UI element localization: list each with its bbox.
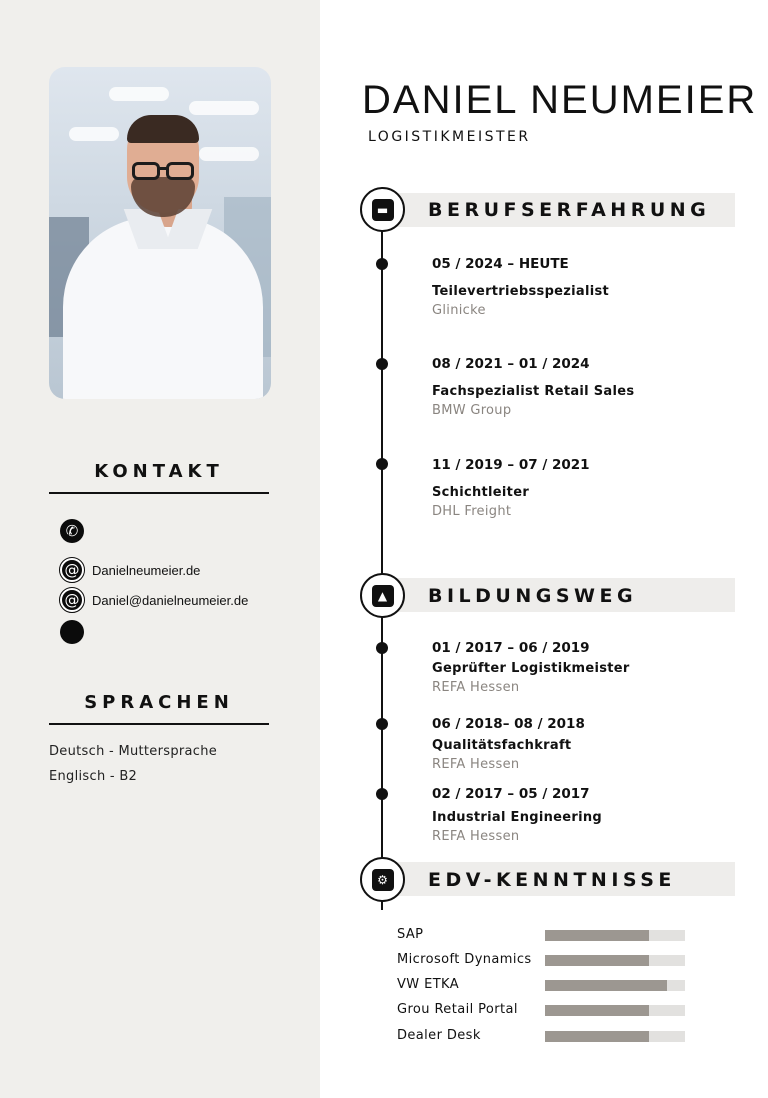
entry-title: Qualitätsfachkraft: [432, 738, 572, 753]
at-icon: @: [60, 588, 84, 612]
graduation-cap-icon: [360, 573, 405, 618]
timeline-dot: [376, 642, 388, 654]
skill-bar-fill: [545, 955, 649, 966]
entry-date: 02 / 2017 – 05 / 2017: [432, 786, 590, 802]
sidebar: [0, 0, 320, 1098]
at-icon: @: [60, 558, 84, 582]
entry-org: REFA Hessen: [432, 829, 520, 844]
skill-label: Microsoft Dynamics: [397, 952, 532, 967]
skill-label: VW ETKA: [397, 977, 460, 992]
graduation-cap-icon-inner: ▲: [372, 585, 394, 607]
contact-email-text[interactable]: Daniel@danielneumeier.de: [92, 592, 249, 608]
skill-bar: [545, 955, 685, 966]
contact-website-text[interactable]: Danielneumeier.de: [92, 562, 201, 578]
skills-heading: EDV-KENNTNISSE: [428, 869, 676, 891]
contact-website: [60, 558, 200, 582]
education-heading: BILDUNGSWEG: [428, 585, 638, 607]
briefcase-icon: [360, 187, 405, 232]
skill-bar: [545, 1005, 685, 1016]
profile-photo: [49, 67, 271, 399]
job-role: LOGISTIKMEISTER: [368, 129, 531, 145]
language-item: Deutsch - Muttersprache: [49, 744, 218, 759]
contact-heading: KONTAKT: [49, 461, 269, 494]
skill-row: [397, 927, 697, 943]
timeline-line: [381, 220, 383, 910]
entry-org: REFA Hessen: [432, 757, 520, 772]
timeline-dot: [376, 258, 388, 270]
skill-bar-fill: [545, 930, 649, 941]
skill-label: Dealer Desk: [397, 1028, 481, 1043]
entry-date: 11 / 2019 – 07 / 2021: [432, 457, 590, 473]
timeline-dot: [376, 358, 388, 370]
skill-bar-fill: [545, 1005, 649, 1016]
skill-label: SAP: [397, 927, 424, 942]
skill-row: [397, 977, 697, 993]
timeline-dot: [376, 788, 388, 800]
entry-date: 05 / 2024 – HEUTE: [432, 256, 569, 272]
entry-date: 06 / 2018– 08 / 2018: [432, 716, 585, 732]
skill-row: [397, 1002, 697, 1018]
entry-org: Glinicke: [432, 303, 486, 318]
entry-org: BMW Group: [432, 403, 512, 418]
full-name: DANIEL NEUMEIER: [362, 78, 758, 122]
computer-icon: [360, 857, 405, 902]
skill-bar: [545, 930, 685, 941]
skill-row: [397, 1028, 697, 1044]
language-item: Englisch - B2: [49, 769, 138, 784]
skill-bar: [545, 1031, 685, 1042]
contact-address: [60, 620, 92, 644]
computer-icon-inner: ⚙: [372, 869, 394, 891]
contact-email: [60, 588, 248, 612]
skill-label: Grou Retail Portal: [397, 1002, 518, 1017]
skill-bar: [545, 980, 685, 991]
entry-title: Industrial Engineering: [432, 810, 603, 825]
entry-title: Fachspezialist Retail Sales: [432, 384, 635, 399]
phone-icon: ✆: [60, 519, 84, 543]
languages-heading: SPRACHEN: [49, 692, 269, 725]
entry-title: Geprüfter Logistikmeister: [432, 661, 630, 676]
entry-title: Schichtleiter: [432, 485, 530, 500]
skill-bar-fill: [545, 1031, 649, 1042]
skill-bar-fill: [545, 980, 667, 991]
briefcase-icon-inner: ▬: [372, 199, 394, 221]
experience-heading: BERUFSERFAHRUNG: [428, 199, 711, 221]
entry-date: 01 / 2017 – 06 / 2019: [432, 640, 590, 656]
entry-date: 08 / 2021 – 01 / 2024: [432, 356, 590, 372]
contact-phone: [60, 519, 92, 543]
skill-row: [397, 952, 697, 968]
entry-org: DHL Freight: [432, 504, 512, 519]
entry-org: REFA Hessen: [432, 680, 520, 695]
timeline-dot: [376, 718, 388, 730]
entry-title: Teilevertriebsspezialist: [432, 284, 610, 299]
timeline-dot: [376, 458, 388, 470]
location-icon: [60, 620, 84, 644]
